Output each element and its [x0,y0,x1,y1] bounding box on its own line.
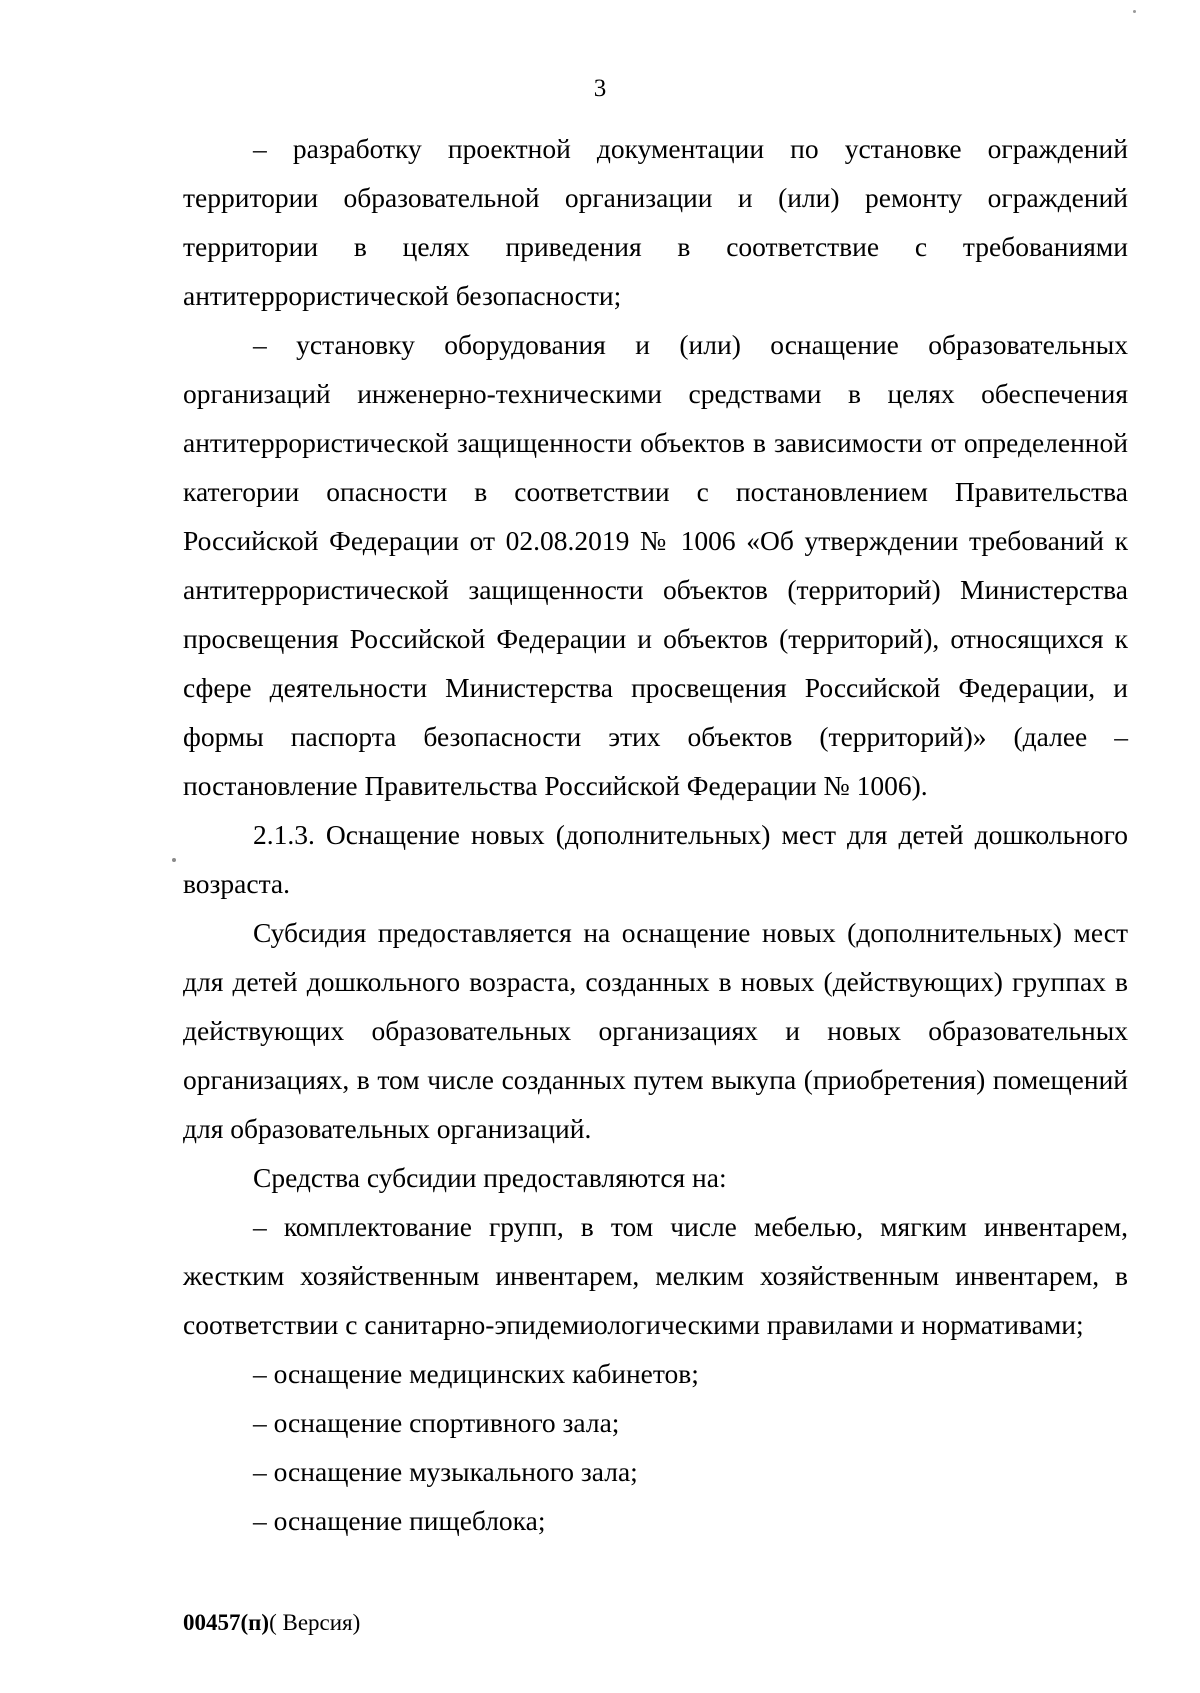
paragraph-section-2-1-3: 2.1.3. Оснащение новых (дополнительных) мест для детей дошкольного возраста. [183,819,1128,899]
scan-artifact-mark [172,858,176,862]
list-item-groups-equipment: – комплектование групп, в том числе мебелью, мягким инвентарем, жестким хозяйственным инвентарем, мелким хозяйственным инвентарем, в соответствии с санитарно-эпидемиологическими правилами и нормативами; [183,1211,1128,1340]
paragraph-equipment-installation: – установку оборудования и (или) оснащение образовательных организаций инженерно-техническими средствами в целях обеспечения антитеррористической защищенности объектов в зависимости от определенной категории опасности в соответствии с постановлением Правительства Российской Федерации от 02.08.2019 № 1006 «Об утверждении требований к антитеррористической защищенности объектов (территорий) Министерства просвещения Российской Федерации и объектов (территорий), относящихся к сфере деятельности Министерства просвещения Российской Федерации, и формы паспорта безопасности этих объектов (территорий)» (далее – постановление Правительства Российской Федерации № 1006). [183,329,1128,801]
footer-version: ( Версия) [269,1610,361,1635]
paragraph-funds-intro: Средства субсидии предоставляются на: [253,1162,727,1193]
list-item-music-hall: – оснащение музыкального зала; [253,1456,638,1487]
list-item-medical-rooms: – оснащение медицинских кабинетов; [253,1358,699,1389]
page-number: 3 [593,75,607,102]
list-item-sports-hall: – оснащение спортивного зала; [253,1407,620,1438]
footer-code: 00457(п) [183,1610,270,1635]
paragraph-fence-design: – разработку проектной документации по установке ограждений территории образовательной организации и (или) ремонту ограждений территории в целях приведения в соответствие с требованиями антитеррористической безопасности; [183,133,1128,311]
scan-artifact-dot [1133,10,1136,13]
list-item-catering-unit: – оснащение пищеблока; [253,1505,546,1536]
paragraph-subsidy-purpose: Субсидия предоставляется на оснащение новых (дополнительных) мест для детей дошкольного возраста, созданных в новых (действующих) группах в действующих образовательных организациях и новых образовательных организациях, в том числе созданных путем выкупа (приобретения) помещений для образовательных организаций. [183,917,1128,1144]
footer-document-code [183,1608,360,1638]
document-body [183,124,1128,1545]
